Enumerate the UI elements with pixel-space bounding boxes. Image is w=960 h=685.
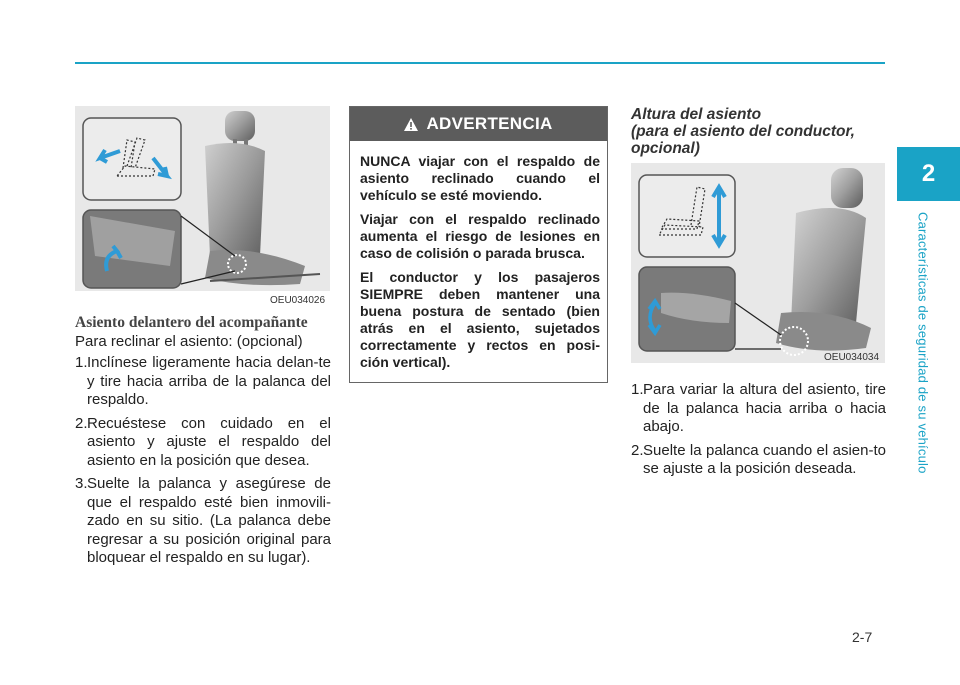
section-heading-passenger-seat: Asiento delantero del acompañante [75, 314, 308, 331]
chapter-tab: 2 [897, 147, 960, 201]
seat-recline-figure [75, 106, 330, 291]
left-column [75, 314, 331, 573]
list-item: 2. Recuéstese con cuidado en el asiento y ajuste el respaldo del asiento en la posición que desea. [75, 414, 331, 469]
section-subheading-line: (para el asiento del conductor, [631, 123, 855, 140]
height-steps [631, 381, 886, 479]
figure-code-right: OEU034034 [824, 352, 880, 363]
recline-steps [75, 354, 331, 568]
seat-height-figure [631, 163, 885, 363]
section-heading-seat-height: Altura del asiento [631, 106, 762, 123]
header-rule [75, 62, 885, 64]
list-item: 2. Suelte la palanca cuando el asien-to se ajuste a la posición deseada. [631, 441, 886, 477]
warning-paragraph: Viajar con el respaldo reclinado aumenta el riesgo de lesiones en caso de colisión o parada brusca. [360, 211, 600, 261]
figure-code-left: OEU034026 [270, 295, 326, 306]
seat-illustration [205, 111, 320, 285]
list-item: 1. Para variar la altura del asiento, tire de la palanca hacia arriba o hacia abajo. [631, 381, 886, 435]
warning-header [350, 107, 607, 141]
chapter-title: Características de seguridad de su vehículo [915, 212, 931, 474]
list-item: 1. Inclínese ligeramente hacia delan-te y tire hacia arriba de la palanca del respaldo. [75, 354, 331, 408]
warning-box [349, 106, 608, 383]
seat-illustration [776, 168, 871, 355]
list-item: 3. Suelte la palanca y asegúrese de que el respaldo esté bien inmovili-zado en su sitio. (La palanca debe regresar a su posición original para bloquear el respaldo en su lugar). [75, 475, 331, 566]
warning-title: ADVERTENCIA [426, 114, 553, 133]
warning-body [350, 141, 607, 371]
page-number: 2-7 [852, 629, 873, 645]
right-column [631, 378, 886, 484]
right-column-heading [631, 106, 886, 157]
warning-paragraph: NUNCA viajar con el respaldo de asiento reclinado cuando el vehículo se esté moviendo. [360, 153, 600, 203]
warning-triangle-icon [404, 118, 418, 131]
warning-paragraph: El conductor y los pasajeros SIEMPRE deben mantener una buena postura de sentado (bien atrás en el asiento, sujetados correctamente y rectos en posi-ción vertical). [360, 269, 600, 370]
section-subheading-line: opcional) [631, 140, 700, 157]
recline-intro: Para reclinar el asiento: (opcional) [75, 332, 303, 350]
